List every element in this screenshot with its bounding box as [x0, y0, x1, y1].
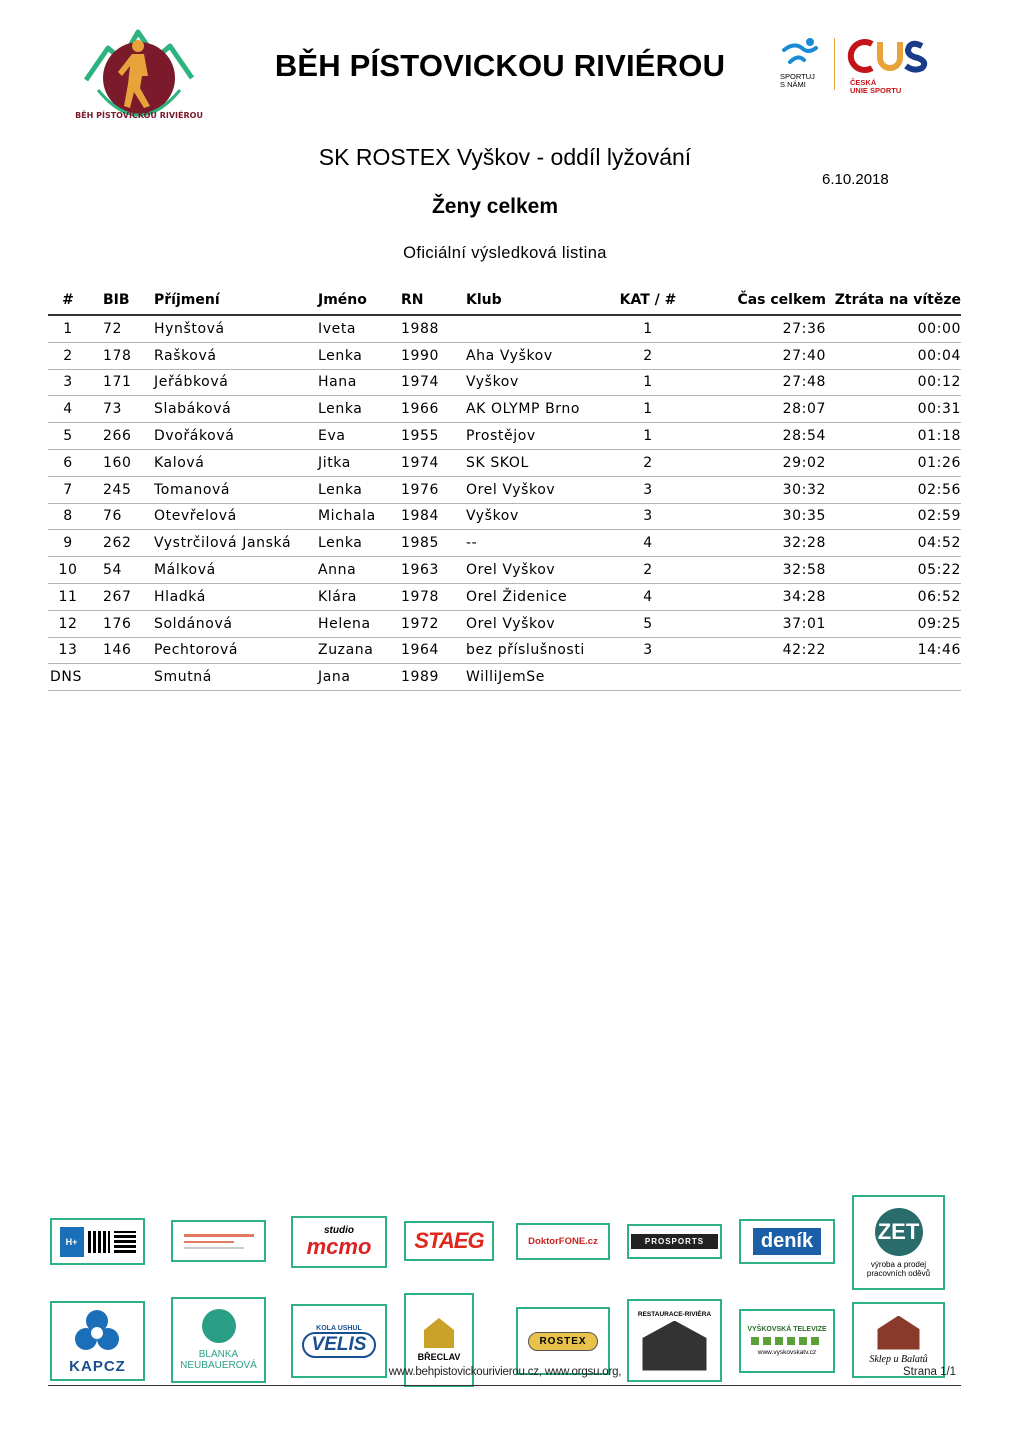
- tv-stripes-icon: [751, 1337, 823, 1345]
- cell-total-time: [696, 664, 826, 691]
- footer-divider: [48, 1385, 961, 1386]
- col-header-category: KAT / #: [600, 286, 696, 315]
- cell-surname: Pechtorová: [154, 637, 318, 664]
- velis-logo-text: VELIS: [302, 1332, 377, 1358]
- cell-name: Zuzana: [318, 637, 401, 664]
- cell-category: 3: [600, 637, 696, 664]
- prosports-logo-text: PROSPORTS: [631, 1234, 718, 1249]
- mcmo-studio-label: studio: [323, 1225, 354, 1236]
- cell-time-loss: 06:52: [826, 583, 961, 610]
- cell-rank: 5: [48, 423, 88, 450]
- cell-time-loss: 00:31: [826, 396, 961, 423]
- cell-time-loss: 00:12: [826, 369, 961, 396]
- cell-birth-year: 1972: [401, 610, 463, 637]
- cell-bib: 262: [88, 530, 154, 557]
- cell-bib: 160: [88, 449, 154, 476]
- cell-club: Aha Vyškov: [463, 342, 600, 369]
- col-header-name: Jméno: [318, 286, 401, 315]
- csu-label-2: UNIE SPORTU: [850, 86, 902, 95]
- rostex-logo-text: ROSTEX: [528, 1332, 597, 1351]
- table-row: [48, 503, 961, 530]
- sponsor-prosports: [627, 1224, 722, 1259]
- table-row: [48, 476, 961, 503]
- cell-name: Jitka: [318, 449, 401, 476]
- zet-logo-text: ZET: [875, 1208, 923, 1256]
- cell-club: [463, 315, 600, 342]
- cell-bib: 245: [88, 476, 154, 503]
- cell-club: WilliJemSe: [463, 664, 600, 691]
- cell-category: 3: [600, 503, 696, 530]
- cell-name: Michala: [318, 503, 401, 530]
- cell-birth-year: 1963: [401, 557, 463, 584]
- cell-rank: 9: [48, 530, 88, 557]
- cell-surname: Hladká: [154, 583, 318, 610]
- cell-surname: Smutná: [154, 664, 318, 691]
- cell-birth-year: 1978: [401, 583, 463, 610]
- cell-time-loss: 02:56: [826, 476, 961, 503]
- cell-birth-year: 1988: [401, 315, 463, 342]
- sponsor-zet: [852, 1195, 945, 1290]
- qr-code-icon: [114, 1231, 136, 1253]
- cell-time-loss: 02:59: [826, 503, 961, 530]
- col-header-time-loss: Ztráta na vítěze: [826, 286, 961, 315]
- table-row: [48, 637, 961, 664]
- cell-total-time: 29:02: [696, 449, 826, 476]
- cell-total-time: 30:35: [696, 503, 826, 530]
- cell-birth-year: 1985: [401, 530, 463, 557]
- cell-time-loss: 01:18: [826, 423, 961, 450]
- cell-club: Orel Vyškov: [463, 557, 600, 584]
- velis-top-text: KOLA USHUL: [316, 1324, 362, 1332]
- cell-surname: Rašková: [154, 342, 318, 369]
- cell-bib: 73: [88, 396, 154, 423]
- cell-category: 4: [600, 583, 696, 610]
- cell-rank: 6: [48, 449, 88, 476]
- cell-surname: Soldánová: [154, 610, 318, 637]
- cell-category: 2: [600, 557, 696, 584]
- cell-total-time: 34:28: [696, 583, 826, 610]
- cell-bib: [88, 664, 154, 691]
- cell-name: Lenka: [318, 342, 401, 369]
- sportuj-logo: [780, 36, 824, 96]
- cell-time-loss: 04:52: [826, 530, 961, 557]
- sponsor-staeg: [404, 1221, 494, 1261]
- staeg-logo-text: STAEG: [414, 1228, 484, 1253]
- cell-birth-year: 1955: [401, 423, 463, 450]
- cell-name: Iveta: [318, 315, 401, 342]
- table-row: [48, 396, 961, 423]
- cell-surname: Slabáková: [154, 396, 318, 423]
- cell-category: 3: [600, 476, 696, 503]
- mcmo-logo-text: mcmo: [306, 1234, 372, 1259]
- table-row: [48, 423, 961, 450]
- tooth-icon: [202, 1309, 236, 1343]
- cell-total-time: 37:01: [696, 610, 826, 637]
- cell-club: Orel Židenice: [463, 583, 600, 610]
- sportuj-label-2: S NÁMI: [780, 80, 806, 89]
- cell-birth-year: 1974: [401, 449, 463, 476]
- cell-rank: 1: [48, 315, 88, 342]
- sponsor-denik: [739, 1219, 835, 1264]
- col-header-total-time: Čas celkem: [696, 286, 826, 315]
- cell-rank: 3: [48, 369, 88, 396]
- cell-bib: 76: [88, 503, 154, 530]
- category-title: Ženy celkem: [431, 195, 559, 218]
- cell-bib: 176: [88, 610, 154, 637]
- cell-total-time: 32:28: [696, 530, 826, 557]
- col-header-surname: Příjmení: [154, 286, 318, 315]
- page-title: BĚH PÍSTOVICKOU RIVIÉROU: [274, 48, 726, 83]
- hbook-logo-text: H+ BOOK: [60, 1227, 84, 1257]
- table-row: [48, 610, 961, 637]
- footer-urls: www.behpistovickourivierou.cz, www.orgsu.org,: [388, 1366, 622, 1378]
- cell-category: 1: [600, 396, 696, 423]
- kapcz-logo-text: KAPCZ: [69, 1358, 126, 1375]
- table-row: [48, 530, 961, 557]
- kapcz-icon: [72, 1307, 122, 1353]
- col-header-club: Klub: [463, 286, 600, 315]
- col-header-bib: BIB: [88, 286, 154, 315]
- cell-category: [600, 664, 696, 691]
- cell-name: Lenka: [318, 396, 401, 423]
- cell-total-time: 27:36: [696, 315, 826, 342]
- cell-name: Hana: [318, 369, 401, 396]
- breclav-logo-text: BŘECLAV: [417, 1352, 461, 1362]
- cell-category: 1: [600, 315, 696, 342]
- cell-time-loss: 05:22: [826, 557, 961, 584]
- cell-total-time: 32:58: [696, 557, 826, 584]
- cell-category: 1: [600, 423, 696, 450]
- race-logo: [75, 18, 203, 130]
- cell-surname: Málková: [154, 557, 318, 584]
- cell-surname: Jeřábková: [154, 369, 318, 396]
- cell-birth-year: 1976: [401, 476, 463, 503]
- sponsor-studio-mcmo: [291, 1216, 387, 1268]
- cell-bib: 171: [88, 369, 154, 396]
- page-number: Strana 1/1: [903, 1366, 957, 1378]
- cell-club: AK OLYMP Brno: [463, 396, 600, 423]
- cell-total-time: 28:54: [696, 423, 826, 450]
- cell-bib: 267: [88, 583, 154, 610]
- sponsor-doktorfone: [516, 1223, 610, 1260]
- csu-label-1: ČESKÁ: [850, 78, 877, 87]
- table-row: [48, 583, 961, 610]
- cell-birth-year: 1990: [401, 342, 463, 369]
- sponsor-vyskovska-tv: [739, 1309, 835, 1373]
- table-header-row: [48, 286, 961, 315]
- cell-name: Lenka: [318, 530, 401, 557]
- cell-bib: 54: [88, 557, 154, 584]
- cell-club: SK SKOL: [463, 449, 600, 476]
- cell-name: Klára: [318, 583, 401, 610]
- qr-code-icon: [88, 1231, 110, 1253]
- cell-name: Jana: [318, 664, 401, 691]
- cell-rank: 4: [48, 396, 88, 423]
- cell-name: Anna: [318, 557, 401, 584]
- cell-rank: 2: [48, 342, 88, 369]
- results-table: [48, 286, 961, 691]
- cell-surname: Kalová: [154, 449, 318, 476]
- cell-category: 2: [600, 449, 696, 476]
- cell-surname: Hynštová: [154, 315, 318, 342]
- document-type: Oficiální výsledková listina: [403, 244, 607, 262]
- cell-rank: 13: [48, 637, 88, 664]
- cell-time-loss: 14:46: [826, 637, 961, 664]
- cellar-house-icon: [869, 1316, 929, 1350]
- chateau-icon: [424, 1318, 454, 1348]
- cell-club: bez příslušnosti: [463, 637, 600, 664]
- cell-club: --: [463, 530, 600, 557]
- cell-bib: 266: [88, 423, 154, 450]
- cell-birth-year: 1984: [401, 503, 463, 530]
- denik-logo-text: deník: [753, 1228, 821, 1255]
- sponsor-logos-header: [780, 36, 940, 100]
- cell-birth-year: 1974: [401, 369, 463, 396]
- col-header-rank: #: [48, 286, 88, 315]
- cell-club: Vyškov: [463, 369, 600, 396]
- results-body: [48, 315, 961, 691]
- cell-category: 1: [600, 369, 696, 396]
- cell-bib: 146: [88, 637, 154, 664]
- cell-total-time: 27:40: [696, 342, 826, 369]
- cell-time-loss: 00:04: [826, 342, 961, 369]
- blanka-logo-text: BLANKA NEUBAUEROVÁ: [180, 1349, 257, 1371]
- cell-name: Eva: [318, 423, 401, 450]
- doktorfone-logo-text: DoktorFONE.cz: [528, 1236, 598, 1247]
- cell-category: 2: [600, 342, 696, 369]
- sklep-logo-text: Sklep u Balatů: [869, 1353, 928, 1365]
- cell-birth-year: 1964: [401, 637, 463, 664]
- sponsor-hbook: [50, 1218, 145, 1277]
- sportuj-label-1: SPORTUJ: [780, 72, 815, 81]
- cell-surname: Vystrčilová Janská: [154, 530, 318, 557]
- cell-time-loss: [826, 664, 961, 691]
- logo-divider: [834, 38, 835, 90]
- zet-caption: výroba a prodej pracovních oděvů: [866, 1259, 931, 1278]
- table-row: [48, 664, 961, 691]
- cell-total-time: 28:07: [696, 396, 826, 423]
- cell-time-loss: 00:00: [826, 315, 961, 342]
- cell-total-time: 27:48: [696, 369, 826, 396]
- organizer-name: SK ROSTEX Vyškov - oddíl lyžování: [318, 144, 692, 170]
- csu-logo: [850, 36, 936, 96]
- cell-name: Lenka: [318, 476, 401, 503]
- cell-rank: 8: [48, 503, 88, 530]
- cell-club: Vyškov: [463, 503, 600, 530]
- cell-total-time: 30:32: [696, 476, 826, 503]
- table-row: [48, 449, 961, 476]
- cell-rank: 11: [48, 583, 88, 610]
- cell-birth-year: 1989: [401, 664, 463, 691]
- cell-category: 5: [600, 610, 696, 637]
- table-row: [48, 342, 961, 369]
- vyskovska-tv-url: www.vyskovskatv.cz: [757, 1349, 817, 1356]
- cell-rank: 10: [48, 557, 88, 584]
- table-row: [48, 557, 961, 584]
- cell-time-loss: 01:26: [826, 449, 961, 476]
- restaurant-building-icon: [635, 1321, 715, 1371]
- cell-name: Helena: [318, 610, 401, 637]
- restaurace-logo-text: RESTAURACE-RIVIÉRA: [637, 1310, 712, 1318]
- cell-club: Prostějov: [463, 423, 600, 450]
- sponsor-dental-ad: [171, 1220, 266, 1262]
- race-date: 6.10.2018: [822, 171, 889, 188]
- col-header-birth-year: RN: [401, 286, 463, 315]
- sponsor-rostex: [516, 1307, 610, 1375]
- cell-club: Orel Vyškov: [463, 610, 600, 637]
- cell-surname: Tomanová: [154, 476, 318, 503]
- cell-surname: Otevřelová: [154, 503, 318, 530]
- cell-bib: 72: [88, 315, 154, 342]
- cell-club: Orel Vyškov: [463, 476, 600, 503]
- vyskovska-tv-logo-text: VYŠKOVSKÁ TELEVIZE: [747, 1326, 827, 1333]
- table-row: [48, 315, 961, 342]
- table-row: [48, 369, 961, 396]
- cell-category: 4: [600, 530, 696, 557]
- cell-total-time: 42:22: [696, 637, 826, 664]
- cell-rank: 7: [48, 476, 88, 503]
- cell-rank: DNS: [48, 664, 88, 691]
- cell-rank: 12: [48, 610, 88, 637]
- race-logo-text: BĚH PÍSTOVICKOU RIVIÉROU: [75, 111, 203, 120]
- cell-surname: Dvořáková: [154, 423, 318, 450]
- cell-time-loss: 09:25: [826, 610, 961, 637]
- cell-birth-year: 1966: [401, 396, 463, 423]
- cell-bib: 178: [88, 342, 154, 369]
